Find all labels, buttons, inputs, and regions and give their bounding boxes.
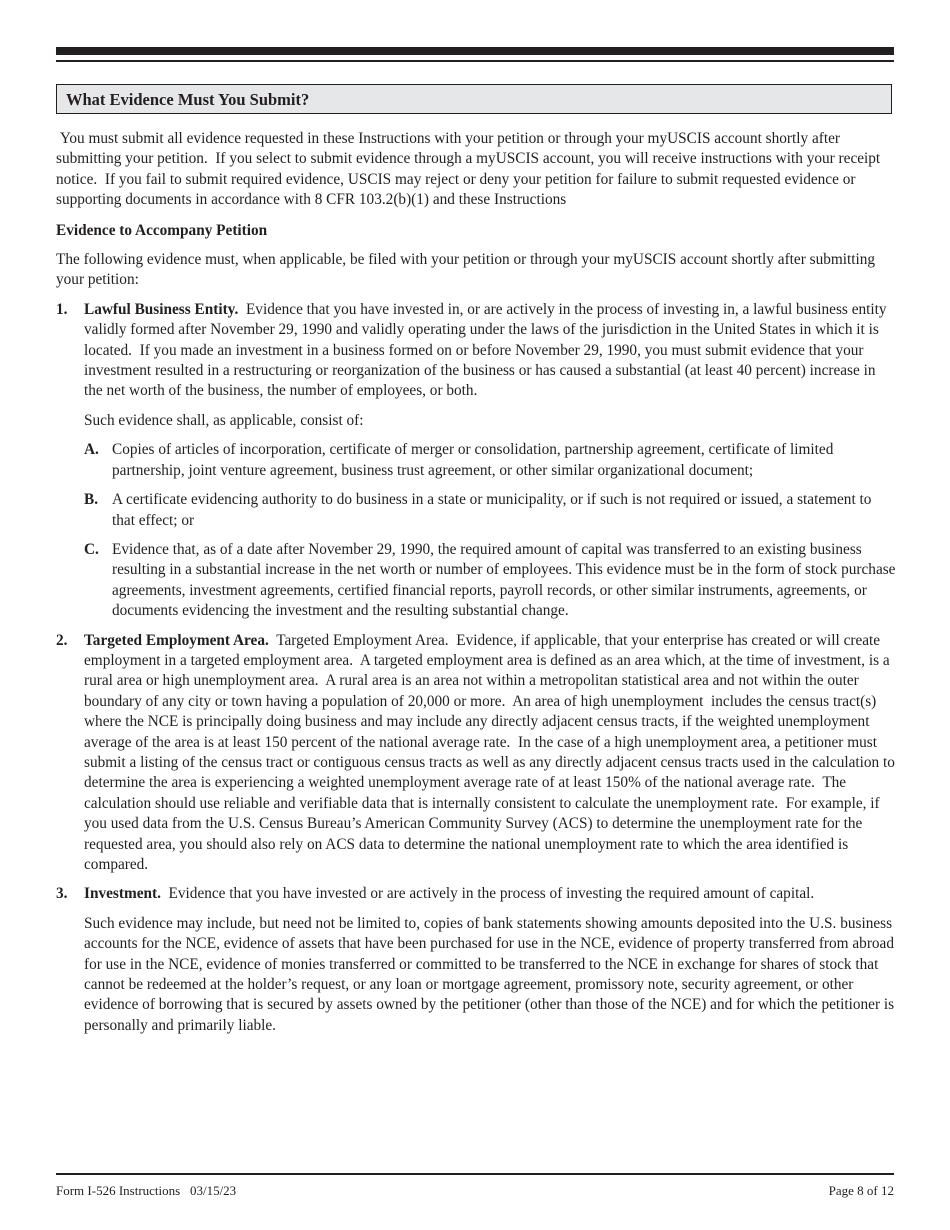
item-body: Evidence that you have invested in, or are actively in the process of investing in, a lawful business entity validly formed after November 29, 1990 and validly operating under the laws of the jurisdiction in the United States in which it is located. If you made an investment in a business formed on or before November 29, 1990, you must submit evidence that your investment resulted in a restructuring or reorganization of the business or has caused a substantial (at least 40 percent) increase in the net worth of the business, the number of employees, or both. [84, 300, 891, 400]
sub-item-a [84, 440, 896, 481]
header-rule-thick [56, 47, 894, 55]
subheading: Evidence to Accompany Petition [56, 221, 268, 239]
sub-item-b [84, 490, 896, 531]
sub-item-text: A certificate evidencing authority to do business in a state or municipality, or if such is not required or issued, a statement to that effect; or [112, 491, 872, 529]
item-number: 3. [56, 885, 68, 903]
footer-page-number: Page 8 of 12 [828, 1183, 894, 1198]
item-title: Investment. [84, 885, 161, 903]
footer-rule [56, 1173, 894, 1175]
item-number: 2. [56, 631, 68, 649]
item-text [84, 884, 896, 904]
sub-item-text: Copies of articles of incorporation, certificate of merger or consolidation, partnership agreement, certificate of limited partnership, joint venture agreement, business trust agreement, or other similar organizational document; [112, 441, 834, 479]
sub-item-text: Evidence that, as of a date after November 29, 1990, the required amount of capital was transferred to an existing business resulting in a substantial increase in the net worth or number of employees. This evidence must be in the form of stock purchase agreements, investment agreements, certified financial reports, payroll records, or other similar instruments, agreements, or documents evidencing the investment and the resulting substantial change. [112, 540, 896, 620]
item-body: Targeted Employment Area. Evidence, if applicable, that your enterprise has created or will create employment in a targeted employment area. A targeted employment area is defined as an area which, at the time of investment, is a rural area or high unemployment area. A rural area is an area not within a metropolitan statistical area and not within the outer boundary of any city or town having a population of 20,000 or more. An area of high unemployment includes the census tract(s) where the NCE is principally doing business and may include any directly adjacent census tracts, if the weighted unemployment average of the area is at least 150 percent of the national average rate. In the case of a high unemployment area, a petitioner must submit a listing of the census tract or contiguous census tracts as well as any directly adjacent census tracts used in the calculation to determine the area is experiencing a weighted unemployment average rate of at least 150% of the national average rate. The calculation should use reliable and verifiable data that is internally consistent to calculate the unemployment rate. For example, if you used data from the U.S. Census Bureau’s American Community Survey (ACS) to determine the unemployment rate for the requested area, you should also rely on ACS data to determine the national unemployment rate to which the area identified is compared. [84, 631, 899, 873]
item-text [84, 300, 896, 402]
sub-item-letter: B. [84, 491, 99, 509]
sub-item-letter: A. [84, 441, 99, 459]
list-item-targeted-employment-area [56, 631, 899, 876]
sub-item-letter: C. [84, 540, 99, 558]
intro-paragraph: You must submit all evidence requested in these Instructions with your petition or through your myUSCIS account shortly after submitting your petition. If you select to submit evidence through a myUSCIS account, you will receive instructions with your receipt notice. If you fail to submit required evidence, USCIS may reject or deny your petition for failure to submit requested evidence or supporting documents in accordance with 8 CFR 103.2(b)(1) and these Instructions [56, 130, 884, 209]
list-item-lawful-business-entity [56, 300, 896, 622]
item-title: Lawful Business Entity. [84, 300, 239, 318]
item-number: 1. [56, 300, 68, 318]
section-title: What Evidence Must You Submit? [66, 90, 310, 109]
item-title: Targeted Employment Area. [84, 631, 269, 649]
sub-item-c [84, 540, 896, 622]
item-followup: Such evidence may include, but need not be limited to, copies of bank statements showing amounts deposited into the U.S. business accounts for the NCE, evidence of assets that have been purchased for use in the NCE, evidence of property transferred from abroad for use in the NCE, evidence of monies transferred or committed to be transferred to the NCE in exchange for shares of stock that cannot be redeemed at the holder’s request, or any loan or mortgage agreement, promissory note, security agreement, or other evidence of borrowing that is secured by assets owned by the petitioner (other than those of the NCE) and for which the petitioner is personally and primarily liable. [84, 914, 895, 1034]
list-item-investment [56, 884, 896, 1036]
lead-paragraph: The following evidence must, when applicable, be filed with your petition or through your myUSCIS account shortly after submitting your petition: [56, 251, 876, 289]
document-body [56, 129, 899, 1045]
header-rule-thin [56, 60, 894, 62]
footer-form-id: Form I-526 Instructions 03/15/23 [56, 1183, 237, 1198]
item-text [84, 631, 899, 876]
item-followup: Such evidence shall, as applicable, consist of: [84, 411, 364, 429]
item-body: Evidence that you have invested or are actively in the process of investing the required amount of capital. [160, 885, 815, 903]
section-header [56, 84, 892, 114]
